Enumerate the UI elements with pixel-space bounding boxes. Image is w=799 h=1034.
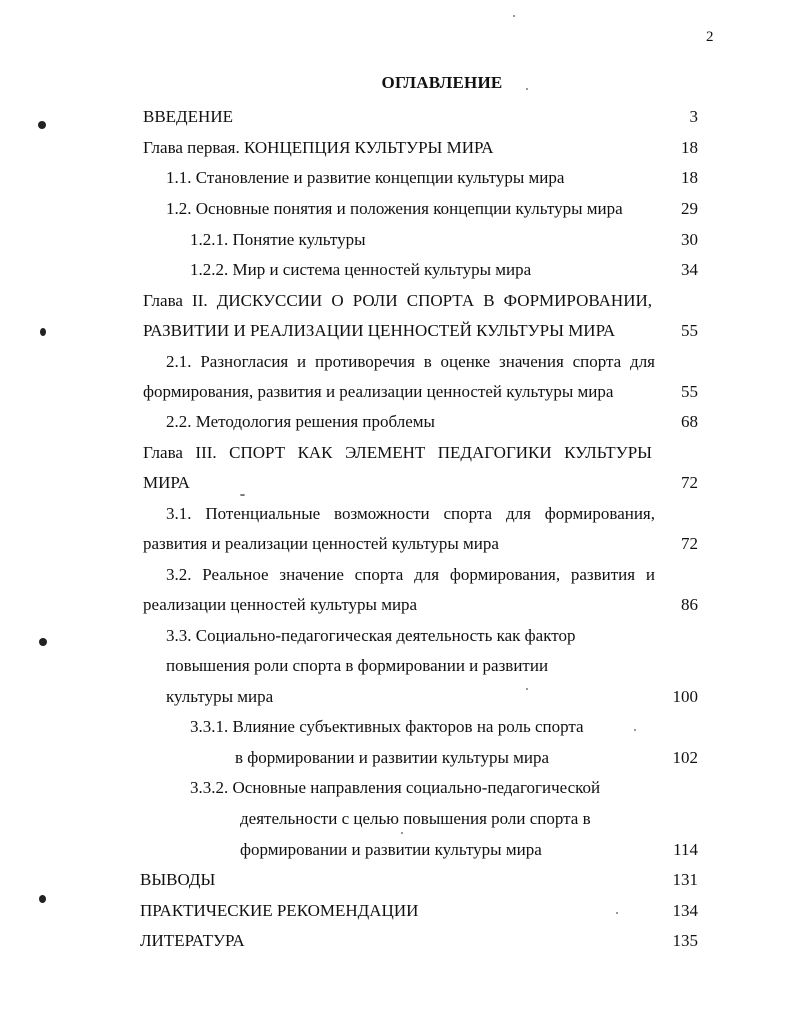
toc-page-number: 131 (672, 870, 698, 889)
scan-speck (240, 494, 245, 496)
toc-entry-text-line-2: МИРА (143, 473, 190, 492)
toc-entry-text-line-1: 2.1. Разногласия и противоречия в оценке значения спорта для (166, 352, 655, 371)
toc-page-number: 114 (673, 840, 698, 859)
toc-page-number: 29 (681, 199, 698, 218)
toc-entry-text: 1.2.2. Мир и система ценностей культуры мира (190, 260, 532, 279)
toc-entry-text-line-1: Глава II. ДИСКУССИИ О РОЛИ СПОРТА В ФОРМИРОВАНИИ, (143, 291, 652, 310)
toc-entry-text: ЛИТЕРАТУРА (140, 931, 245, 950)
binder-hole-mark (39, 638, 47, 646)
scan-speck (634, 729, 636, 731)
toc-page-number: 135 (672, 931, 698, 950)
toc-page-number: 18 (681, 138, 698, 157)
toc-page-number: 72 (681, 534, 698, 553)
toc-entry-text-line-2: РАЗВИТИИ И РЕАЛИЗАЦИИ ЦЕННОСТЕЙ КУЛЬТУРЫ МИРА (143, 321, 616, 340)
toc-entry-text: 1.2.1. Понятие культуры (190, 230, 366, 249)
scan-speck (526, 88, 528, 90)
toc-page-number: 68 (681, 412, 698, 431)
toc-page-number: 102 (672, 748, 698, 767)
toc-page-number: 134 (672, 901, 698, 920)
toc-page-number: 55 (681, 382, 698, 401)
toc-entry-text: 1.2. Основные понятия и положения концепции культуры мира (166, 199, 623, 218)
toc-page-number: 55 (681, 321, 698, 340)
toc-entry-text-line-1: 3.2. Реальное значение спорта для формирования, развития и (166, 565, 655, 584)
toc-entry-text-line-1: 3.3.2. Основные направления социально-педагогической (190, 778, 601, 797)
scan-speck (513, 15, 515, 17)
toc-entry-text-line-3: культуры мира (166, 687, 274, 706)
toc-entry-text-line-2: реализации ценностей культуры мира (143, 595, 418, 614)
page-number: 2 (706, 29, 714, 45)
toc-page-number: 100 (672, 687, 698, 706)
toc-entry-text-line-1: 3.1. Потенциальные возможности спорта для формирования, (166, 504, 655, 523)
toc-entry-text-line-2: формирования, развития и реализации ценностей культуры мира (143, 382, 614, 401)
toc-entry-text: Глава первая. КОНЦЕПЦИЯ КУЛЬТУРЫ МИРА (143, 138, 494, 157)
toc-entry-text-line-1: 3.3. Социально-педагогическая деятельность как фактор (166, 626, 576, 645)
toc-entry-text: 1.1. Становление и развитие концепции культуры мира (166, 168, 565, 187)
toc-page-number: 72 (681, 473, 698, 492)
toc-page-number: 3 (689, 107, 698, 126)
toc-entry-text-line-2: повышения роли спорта в формировании и развитии (166, 656, 549, 675)
toc-entry-text-line-1: 3.3.1. Влияние субъективных факторов на роль спорта (190, 717, 584, 736)
toc-page-number: 34 (681, 260, 698, 279)
toc-entry-text: ВЫВОДЫ (140, 870, 216, 889)
toc-entry-text-line-3: формировании и развитии культуры мира (240, 840, 542, 859)
toc-entry-text-line-2: деятельности с целью повышения роли спорта в (240, 809, 591, 828)
toc-page-number: 18 (681, 168, 698, 187)
scan-speck (401, 832, 403, 834)
toc-entry-text: ВВЕДЕНИЕ (143, 107, 233, 126)
toc-entry-text-line-1: Глава III. СПОРТ КАК ЭЛЕМЕНТ ПЕДАГОГИКИ КУЛЬТУРЫ (143, 443, 652, 462)
toc-entry-text: ПРАКТИЧЕСКИЕ РЕКОМЕНДАЦИИ (140, 901, 419, 920)
page-title: ОГЛАВЛЕНИЕ (381, 73, 503, 92)
toc-page-number: 30 (681, 230, 698, 249)
toc-page-number: 86 (681, 595, 698, 614)
toc-entry-text: 2.2. Методология решения проблемы (166, 412, 435, 431)
toc-entry-text-line-2: развития и реализации ценностей культуры мира (143, 534, 499, 553)
toc-entry-text-line-2: в формировании и развитии культуры мира (235, 748, 550, 767)
